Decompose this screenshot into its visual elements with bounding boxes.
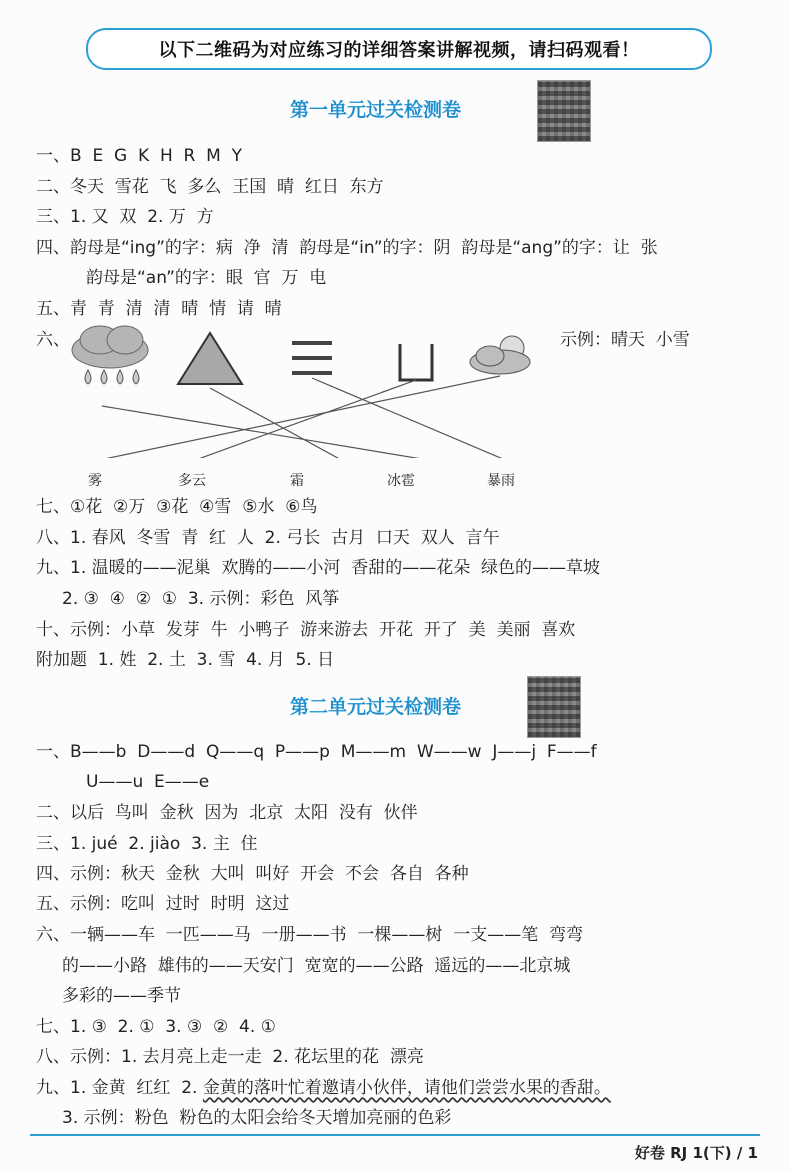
unit1-q3: 三、1. 又 双 2. 万 方 bbox=[36, 207, 214, 227]
unit1-q8: 八、1. 春风 冬雪 青 红 人 2. 弓长 古月 口天 双人 言午 bbox=[36, 528, 500, 548]
qr-banner: 以下二维码为对应练习的详细答案讲解视频，请扫码观看！ bbox=[86, 28, 712, 70]
unit2-q1b: U——u E——e bbox=[86, 772, 210, 792]
unit2-q2: 二、以后 鸟叫 金秋 因为 北京 太阳 没有 伙伴 bbox=[36, 803, 418, 823]
rain-cloud-icon bbox=[72, 326, 148, 384]
unit2-q9a-underlined-sentence: 金黄的落叶忙着邀请小伙伴，请他们尝尝水果的香甜。 bbox=[202, 1078, 611, 1098]
unit2-q9a-prefix: 九、1. 金黄 红红 2. bbox=[36, 1078, 203, 1098]
unit2-q9a bbox=[36, 1076, 611, 1100]
unit1-q10: 十、示例：小草 发芽 牛 小鸭子 游来游去 开花 开了 美 美丽 喜欢 bbox=[36, 620, 576, 640]
unit1-q6-label: 六、 bbox=[36, 330, 70, 350]
footer-divider bbox=[30, 1134, 760, 1136]
word-hail: 冰雹 bbox=[387, 473, 415, 489]
triangle-icon bbox=[178, 333, 242, 384]
word-cloudy: 多云 bbox=[178, 473, 206, 489]
three-lines-icon bbox=[292, 343, 332, 373]
unit2-q3: 三、1. jué 2. jiào 3. 主 住 bbox=[36, 834, 258, 854]
unit2-q6a: 六、一辆——车 一匹——马 一册——书 一棵——树 一支——笔 弯弯 bbox=[36, 925, 584, 945]
unit1-bonus: 附加题 1. 姓 2. 土 3. 雪 4. 月 5. 日 bbox=[36, 650, 335, 670]
unit1-q1: 一、B E G K H R M Y bbox=[36, 146, 243, 166]
unit1-title: 第一单元过关检测卷 bbox=[290, 99, 462, 121]
unit1-q5: 五、青 青 清 清 晴 情 请 晴 bbox=[36, 299, 282, 319]
unit2-q8: 八、示例：1. 去月亮上走一走 2. 花坛里的花 漂亮 bbox=[36, 1047, 424, 1067]
unit2-q7: 七、1. ③ 2. ① 3. ③ ② 4. ① bbox=[36, 1017, 276, 1037]
unit2-q5: 五、示例：吃叫 过时 时明 这过 bbox=[36, 894, 290, 914]
word-fog: 雾 bbox=[88, 473, 102, 489]
unit1-q9b: 2. ③ ④ ② ① 3. 示例：彩色 风筝 bbox=[62, 589, 340, 609]
unit1-q4b: 韵母是“an”的字：眼 官 万 电 bbox=[86, 268, 327, 288]
qr-code-unit1[interactable] bbox=[537, 80, 591, 142]
matching-diagram bbox=[60, 318, 560, 458]
unit2-q4: 四、示例：秋天 金秋 大叫 叫好 开会 不会 各自 各种 bbox=[36, 864, 469, 884]
unit2-q1a: 一、B——b D——d Q——q P——p M——m W——w J——j F——f bbox=[36, 742, 597, 762]
word-frost: 霜 bbox=[290, 473, 304, 489]
unit1-q2: 二、冬天 雪花 飞 多么 王国 晴 红日 东方 bbox=[36, 177, 384, 197]
unit1-q9a: 九、1. 温暖的——泥巢 欢腾的——小河 香甜的——花朵 绿色的——草坡 bbox=[36, 558, 601, 578]
u-shape-icon bbox=[400, 344, 432, 380]
unit2-q9b: 3. 示例：粉色 粉色的太阳会给冬天增加亮丽的色彩 bbox=[62, 1108, 452, 1128]
unit1-q6-example: 示例：晴天 小雪 bbox=[560, 330, 690, 350]
page-footer: 好卷 RJ 1(下) / 1 bbox=[634, 1144, 758, 1162]
unit1-q7: 七、①花 ②万 ③花 ④雪 ⑤水 ⑥鸟 bbox=[36, 497, 318, 517]
unit2-q6c: 多彩的——季节 bbox=[62, 986, 181, 1006]
unit2-title: 第二单元过关检测卷 bbox=[290, 696, 462, 718]
word-rainstorm: 暴雨 bbox=[487, 473, 515, 489]
unit1-q4a: 四、韵母是“ing”的字：病 净 清 韵母是“in”的字：阴 韵母是“ang”的字：让 张 bbox=[36, 238, 658, 258]
qr-code-unit2[interactable] bbox=[527, 676, 581, 738]
unit2-q6b: 的——小路 雄伟的——天安门 宽宽的——公路 遥远的——北京城 bbox=[62, 956, 571, 976]
sun-cloud-icon bbox=[470, 336, 530, 374]
